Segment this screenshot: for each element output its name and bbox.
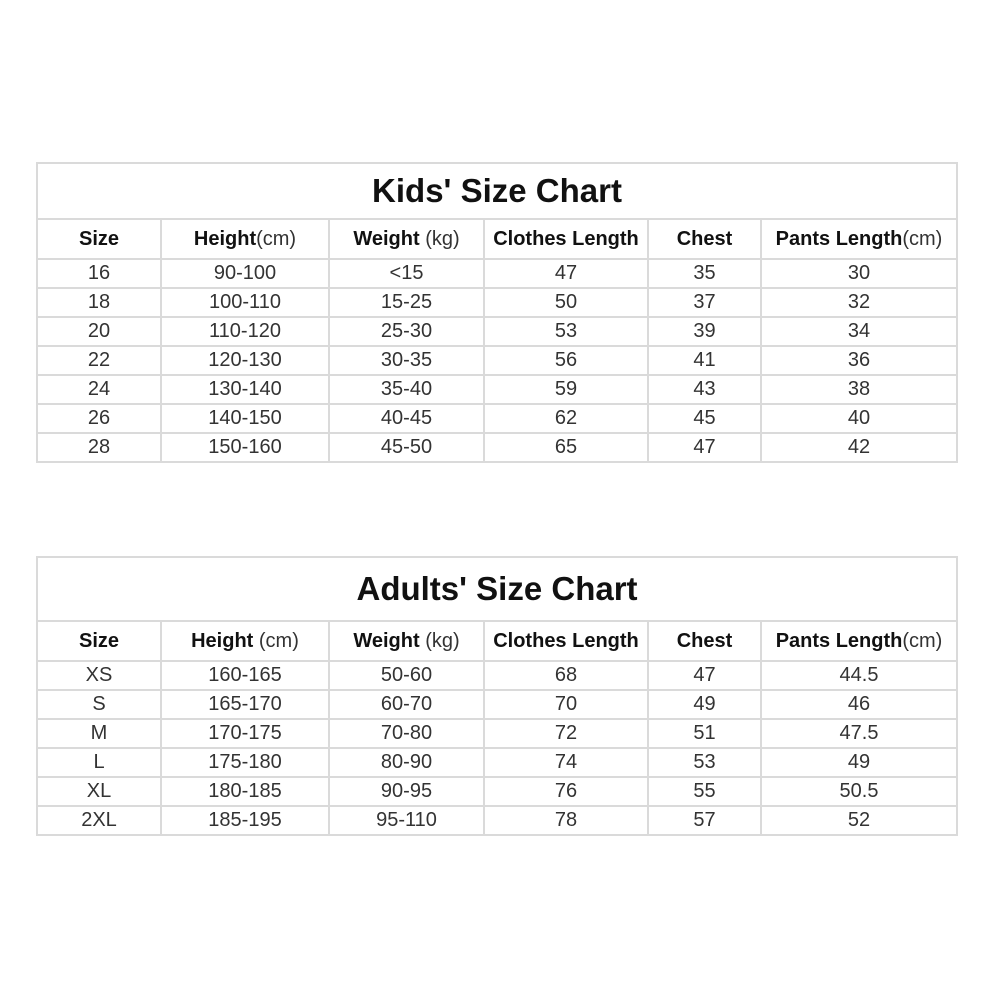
- kids-cell-size: 28: [37, 433, 161, 462]
- kids-cell-height: 110-120: [161, 317, 329, 346]
- adults-cell-pants-length: 47.5: [761, 719, 957, 748]
- kids-cell-height: 130-140: [161, 375, 329, 404]
- kids-cell-height: 150-160: [161, 433, 329, 462]
- kids-cell-chest: 43: [648, 375, 761, 404]
- adults-cell-pants-length: 52: [761, 806, 957, 835]
- adults-table-row: [37, 748, 957, 777]
- adults-table-row: [37, 719, 957, 748]
- kids-cell-height: 100-110: [161, 288, 329, 317]
- adults-cell-height: 165-170: [161, 690, 329, 719]
- adults-header-height: Height (cm): [161, 621, 329, 661]
- kids-cell-pants-length: 32: [761, 288, 957, 317]
- kids-cell-pants-length: 34: [761, 317, 957, 346]
- adults-cell-clothes-length: 70: [484, 690, 648, 719]
- kids-cell-height: 120-130: [161, 346, 329, 375]
- kids-header-height: Height(cm): [161, 219, 329, 259]
- adults-cell-size: 2XL: [37, 806, 161, 835]
- kids-cell-clothes-length: 56: [484, 346, 648, 375]
- adults-cell-pants-length: 50.5: [761, 777, 957, 806]
- adults-size-chart: [36, 556, 956, 836]
- adults-header-clothes-length: Clothes Length: [484, 621, 648, 661]
- kids-cell-chest: 39: [648, 317, 761, 346]
- adults-cell-clothes-length: 78: [484, 806, 648, 835]
- adults-table-body: [37, 661, 957, 835]
- adults-table-row: [37, 806, 957, 835]
- kids-cell-weight: <15: [329, 259, 484, 288]
- adults-header-row: [37, 621, 957, 661]
- kids-table-row: [37, 259, 957, 288]
- adults-header-chest: Chest: [648, 621, 761, 661]
- kids-cell-clothes-length: 65: [484, 433, 648, 462]
- adults-cell-clothes-length: 74: [484, 748, 648, 777]
- adults-table-row: [37, 690, 957, 719]
- kids-cell-weight: 35-40: [329, 375, 484, 404]
- adults-cell-chest: 55: [648, 777, 761, 806]
- adults-cell-clothes-length: 76: [484, 777, 648, 806]
- adults-cell-size: M: [37, 719, 161, 748]
- adults-header-weight: Weight (kg): [329, 621, 484, 661]
- adults-cell-pants-length: 44.5: [761, 661, 957, 690]
- adults-cell-weight: 80-90: [329, 748, 484, 777]
- kids-cell-clothes-length: 50: [484, 288, 648, 317]
- kids-cell-pants-length: 30: [761, 259, 957, 288]
- kids-cell-pants-length: 38: [761, 375, 957, 404]
- kids-table-row: [37, 317, 957, 346]
- adults-cell-size: L: [37, 748, 161, 777]
- kids-cell-size: 26: [37, 404, 161, 433]
- adults-cell-clothes-length: 72: [484, 719, 648, 748]
- kids-cell-weight: 15-25: [329, 288, 484, 317]
- adults-cell-weight: 95-110: [329, 806, 484, 835]
- kids-cell-size: 20: [37, 317, 161, 346]
- adults-table-row: [37, 777, 957, 806]
- kids-header-clothes-length: Clothes Length: [484, 219, 648, 259]
- adults-cell-size: XS: [37, 661, 161, 690]
- kids-cell-clothes-length: 59: [484, 375, 648, 404]
- kids-table-row: [37, 433, 957, 462]
- kids-cell-pants-length: 40: [761, 404, 957, 433]
- adults-cell-weight: 70-80: [329, 719, 484, 748]
- kids-cell-chest: 35: [648, 259, 761, 288]
- kids-cell-height: 140-150: [161, 404, 329, 433]
- adults-cell-pants-length: 49: [761, 748, 957, 777]
- adults-table-row: [37, 661, 957, 690]
- kids-cell-weight: 40-45: [329, 404, 484, 433]
- adults-cell-chest: 53: [648, 748, 761, 777]
- kids-cell-chest: 45: [648, 404, 761, 433]
- kids-cell-weight: 25-30: [329, 317, 484, 346]
- adults-cell-chest: 49: [648, 690, 761, 719]
- kids-cell-size: 22: [37, 346, 161, 375]
- adults-cell-height: 175-180: [161, 748, 329, 777]
- adults-header-size: Size: [37, 621, 161, 661]
- kids-table-row: [37, 346, 957, 375]
- kids-cell-pants-length: 36: [761, 346, 957, 375]
- adults-cell-size: XL: [37, 777, 161, 806]
- kids-cell-pants-length: 42: [761, 433, 957, 462]
- kids-cell-height: 90-100: [161, 259, 329, 288]
- adults-cell-chest: 57: [648, 806, 761, 835]
- adults-cell-clothes-length: 68: [484, 661, 648, 690]
- adults-cell-weight: 50-60: [329, 661, 484, 690]
- kids-size-chart: [36, 162, 956, 463]
- kids-table-body: [37, 259, 957, 462]
- kids-chart-title: Kids' Size Chart: [37, 163, 957, 219]
- kids-size-table: [36, 162, 958, 463]
- kids-cell-size: 24: [37, 375, 161, 404]
- kids-header-pants-length: Pants Length(cm): [761, 219, 957, 259]
- kids-table-row: [37, 288, 957, 317]
- kids-header-row: [37, 219, 957, 259]
- kids-header-chest: Chest: [648, 219, 761, 259]
- adults-chart-title: Adults' Size Chart: [37, 557, 957, 621]
- adults-cell-size: S: [37, 690, 161, 719]
- kids-cell-clothes-length: 47: [484, 259, 648, 288]
- adults-cell-height: 185-195: [161, 806, 329, 835]
- kids-cell-clothes-length: 53: [484, 317, 648, 346]
- kids-cell-chest: 41: [648, 346, 761, 375]
- adults-cell-pants-length: 46: [761, 690, 957, 719]
- kids-cell-weight: 45-50: [329, 433, 484, 462]
- adults-cell-chest: 47: [648, 661, 761, 690]
- kids-header-weight: Weight (kg): [329, 219, 484, 259]
- kids-cell-clothes-length: 62: [484, 404, 648, 433]
- kids-cell-size: 16: [37, 259, 161, 288]
- kids-cell-weight: 30-35: [329, 346, 484, 375]
- kids-header-size: Size: [37, 219, 161, 259]
- adults-cell-chest: 51: [648, 719, 761, 748]
- adults-cell-height: 170-175: [161, 719, 329, 748]
- adults-cell-weight: 90-95: [329, 777, 484, 806]
- adults-size-table: [36, 556, 958, 836]
- kids-cell-size: 18: [37, 288, 161, 317]
- adults-cell-height: 160-165: [161, 661, 329, 690]
- kids-cell-chest: 37: [648, 288, 761, 317]
- kids-table-row: [37, 404, 957, 433]
- kids-table-row: [37, 375, 957, 404]
- adults-header-pants-length: Pants Length(cm): [761, 621, 957, 661]
- adults-cell-weight: 60-70: [329, 690, 484, 719]
- kids-cell-chest: 47: [648, 433, 761, 462]
- adults-cell-height: 180-185: [161, 777, 329, 806]
